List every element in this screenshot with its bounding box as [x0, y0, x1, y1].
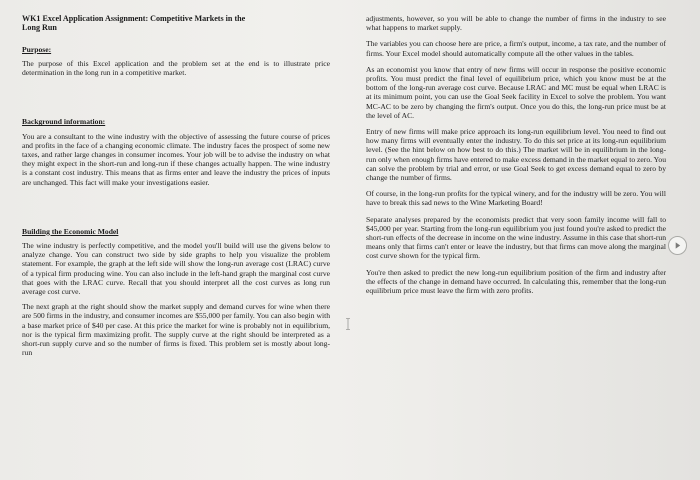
title-line: Long Run [22, 23, 57, 33]
right-paragraph: As an economist you know that entry of new firms will occur in response the positive economic profits. You must predict the final level of equilibrium price, which you know must be at the bottom of the long-run average cost curve. Because LRAC and MC must be equal when LRAC is at its minimum point, you can use the Goal Seek facility in Excel to solve the problem. You want MC-AC to be zero by changing the firm's output. Once you do this, the long-run price must be at the level of AC. [366, 64, 666, 120]
model-heading: Building the Economic Model [22, 226, 119, 236]
right-paragraph: Separate analyses prepared by the economists predict that very soon family income will fall to $45,000 per year. Starting from the long-run equilibrium you just found you're asked to predict the short-run effects of the decrease in income on the wine industry. Assume in this case that short-run means only that firms can't enter or leave the industry, but that firms can move along the marginal cost curve shown for the typical firm. [366, 214, 666, 261]
play-button[interactable] [668, 236, 687, 255]
text-cursor-icon [345, 318, 351, 330]
model-paragraph: The wine industry is perfectly competitive, and the model you'll build will use the givens below to analyze change. You can construct two side by side graphs to help you visualize the problem statement. For example, the graph at the left side will show the long-run average cost (LRAC) curve of a typical firm producing wine. You can also include in the left-hand graph the marginal cost curve that goes with the LRAC curve. Recall that you should interpret all the cost curves as long run average cost curve. [22, 241, 330, 297]
left-column [22, 14, 330, 363]
right-paragraph: adjustments, however, so you will be able to change the number of firms in the industry to see what happens to market supply. [366, 14, 666, 33]
title-line: WK1 Excel Application Assignment: Competitive Markets in the [22, 14, 246, 23]
background-text: You are a consultant to the wine industry with the objective of assessing the future course of prices and profits in the face of a changing economic climate. The industry faces the prospect of some new taxes, and rather large changes in consumer incomes. Your job will be to advise the industry on what they might expect in the short-run and long-run if these changes actually happen. The wine industry is a constant cost industry. This means that as firms enter and leave the industry the prices of inputs are unchanged. This fact will make your investigations easier. [22, 131, 330, 187]
play-circle-icon [673, 241, 682, 250]
purpose-heading: Purpose: [22, 44, 52, 54]
model-paragraph: The next graph at the right should show the market supply and demand curves for wine when there are 500 firms in the industry, and consumer incomes are $55,000 per family. You can also begin with a base market price of $40 per case. At this price the market for wine is probably not in equilibrium, nor is the typical firm maximizing profit. The supply curve at the right should be interpreted as a short-run supply curve and so the number of firms is fixed. This problem set is mostly about long-run [22, 302, 330, 358]
right-paragraph: Of course, in the long-run profits for the typical winery, and for the industry will be zero. You will have to break this sad news to the Wine Marketing Board! [366, 189, 666, 208]
document-title [22, 14, 330, 33]
right-column [366, 14, 666, 302]
right-paragraph: Entry of new firms will make price approach its long-run equilibrium level. You need to find out how many firms will eventually enter the industry. To do this set price at its long-run equilibrium level. (See the hint below on how best to do this.) The market will be in equilibrium in the long-run only when enough firms have entered to make excess demand in the market equal to zero. You can solve the problem by trial and error, or use Goal Seek to get excess demand equal to zero by change the number of firms. [366, 127, 666, 183]
right-paragraph: The variables you can choose here are price, a firm's output, income, a tax rate, and the number of firms. Your Excel model should automatically compute all the other values in the tables. [366, 39, 666, 58]
purpose-text: The purpose of this Excel application and the problem set at the end is to illustrate price determination in the long run in a competitive market. [22, 59, 330, 78]
right-paragraph: You're then asked to predict the new long-run equilibrium position of the firm and industry after the effects of the change in demand have occurred. In calculating this, remember that the long-run equilibrium price must leave the firm with zero profits. [366, 267, 666, 296]
background-heading: Background information: [22, 117, 106, 127]
